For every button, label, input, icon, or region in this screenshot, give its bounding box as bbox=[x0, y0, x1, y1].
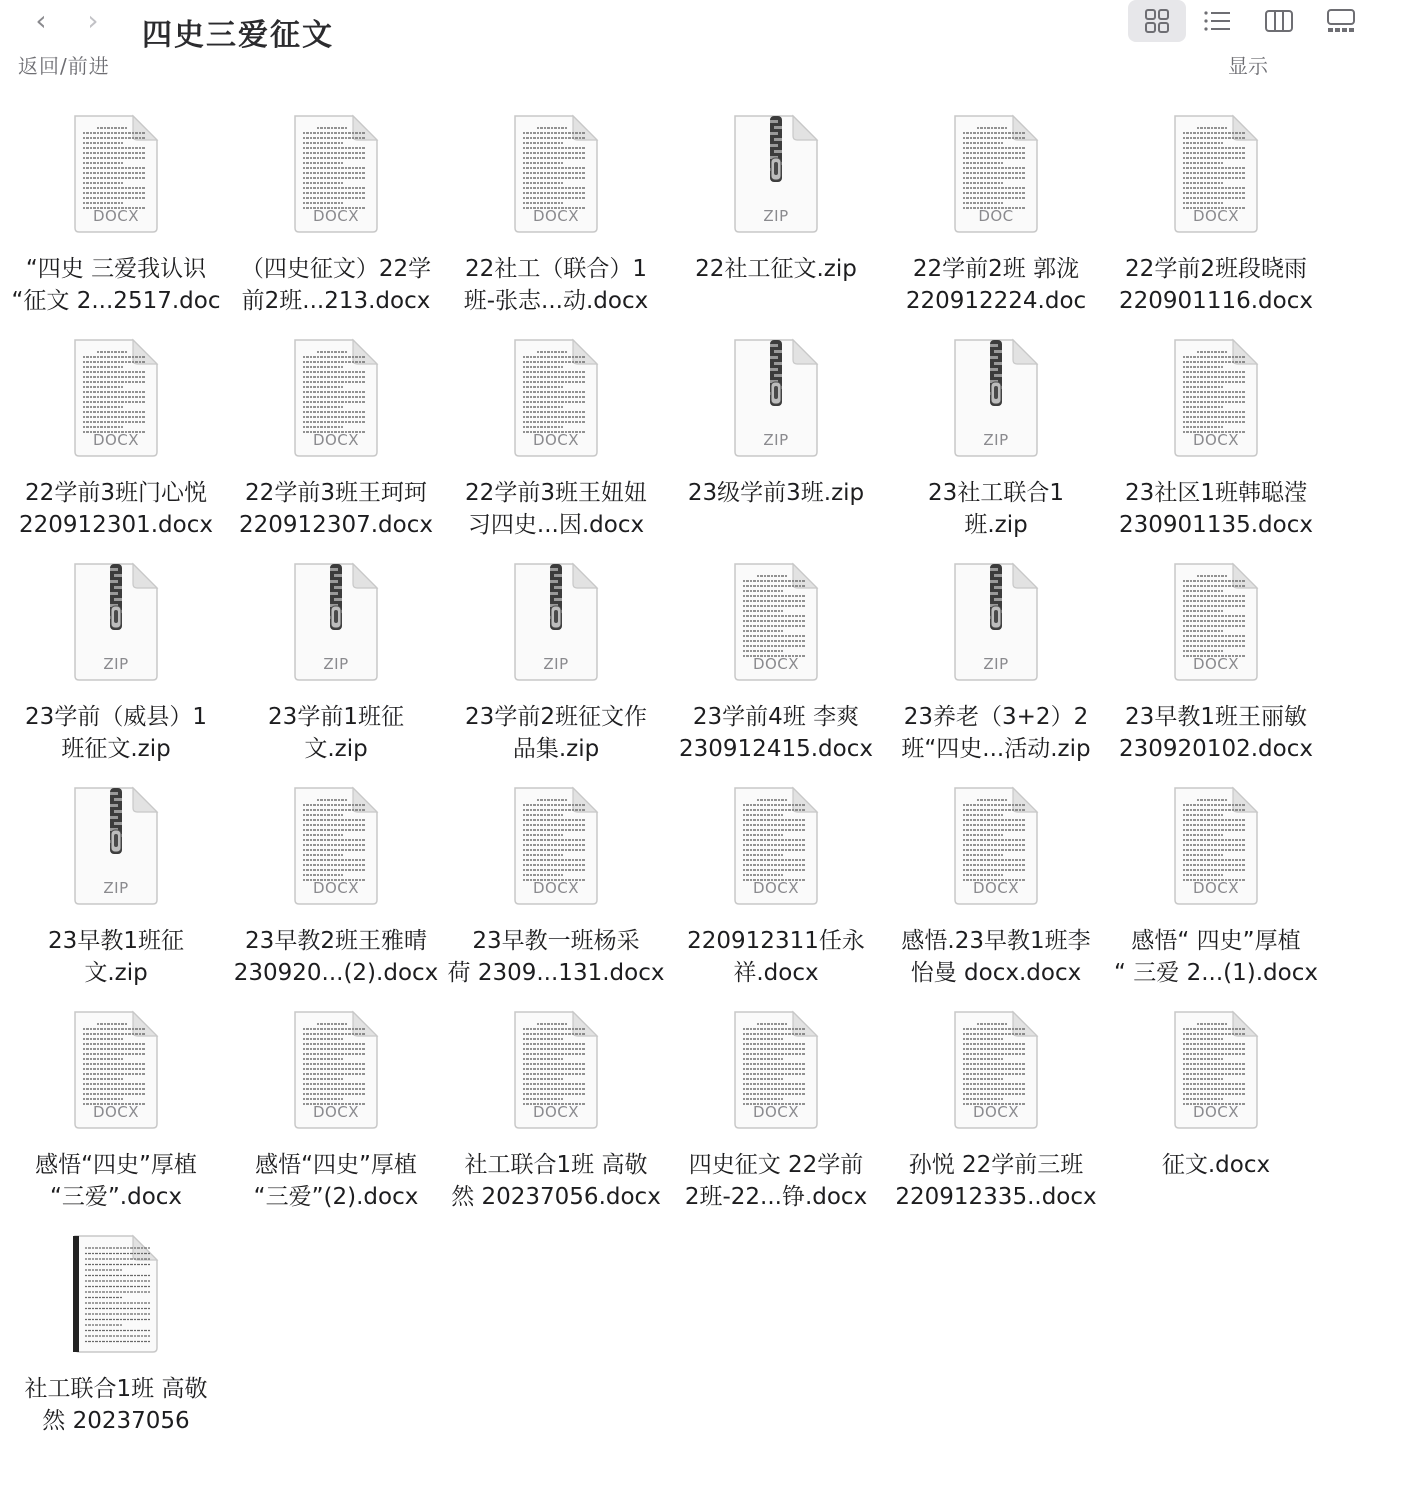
file-type-label: DOCX bbox=[312, 879, 360, 897]
document-file-icon bbox=[1171, 114, 1261, 234]
document-file-item[interactable] bbox=[226, 110, 446, 334]
document-file-item[interactable] bbox=[446, 334, 666, 558]
zip-file-item[interactable] bbox=[886, 334, 1106, 558]
zip-file-icon bbox=[951, 562, 1041, 682]
document-file-icon bbox=[71, 338, 161, 458]
file-type-label: DOCX bbox=[972, 1103, 1020, 1121]
document-file-icon bbox=[71, 114, 161, 234]
file-type-label: ZIP bbox=[983, 431, 1009, 449]
file-type-label: DOCX bbox=[1192, 655, 1240, 673]
file-name: 23学前1班征 文.zip bbox=[268, 704, 404, 762]
document-file-item[interactable] bbox=[226, 1006, 446, 1230]
file-name: 感悟“ 四史”厚植 “ 三爱 2...(1).docx bbox=[1114, 928, 1318, 986]
zip-file-item[interactable] bbox=[446, 558, 666, 782]
file-name: 23早教一班杨采 荷 2309...131.docx bbox=[447, 928, 665, 986]
document-file-item[interactable] bbox=[666, 1006, 886, 1230]
file-name: 社工联合1班 高敬 然 20237056 bbox=[24, 1376, 208, 1434]
forward-button[interactable] bbox=[78, 4, 108, 38]
document-file-item[interactable] bbox=[1106, 558, 1326, 782]
zip-file-item[interactable] bbox=[886, 558, 1106, 782]
columns-icon bbox=[1264, 7, 1294, 35]
file-name: 22学前3班门心悦 220912301.docx bbox=[19, 480, 213, 538]
gallery-view-button[interactable] bbox=[1312, 0, 1370, 42]
file-name: 22社工（联合）1 班-张志...动.docx bbox=[463, 256, 649, 314]
file-name: 社工联合1班 高敬 然 20237056.docx bbox=[451, 1152, 661, 1210]
document-file-icon bbox=[951, 114, 1041, 234]
file-type-label: DOCX bbox=[532, 879, 580, 897]
file-name: 22学前2班段晓雨 220901116.docx bbox=[1119, 256, 1313, 314]
document-file-item[interactable] bbox=[1106, 1006, 1326, 1230]
file-name: 23早教2班王雅晴 230920...(2).docx bbox=[233, 928, 439, 986]
document-file-icon bbox=[511, 786, 601, 906]
document-file-icon bbox=[511, 1010, 601, 1130]
list-view-button[interactable] bbox=[1188, 0, 1246, 42]
file-name: 22学前2班 郭泷 220912224.doc bbox=[905, 256, 1087, 314]
document-file-icon bbox=[731, 562, 821, 682]
document-file-icon bbox=[291, 1010, 381, 1130]
file-type-label: DOC bbox=[978, 207, 1014, 225]
file-name: 22学前3班王珂珂 220912307.docx bbox=[239, 480, 433, 538]
file-type-label: DOCX bbox=[92, 431, 140, 449]
document-file-item[interactable] bbox=[446, 1006, 666, 1230]
file-name: 23社区1班韩聪滢 230901135.docx bbox=[1119, 480, 1313, 538]
file-name: 感悟“四史”厚植 “三爱”(2).docx bbox=[253, 1152, 419, 1210]
file-type-label: DOCX bbox=[312, 1103, 360, 1121]
list-icon bbox=[1202, 7, 1232, 35]
gallery-icon bbox=[1326, 7, 1356, 35]
view-label: 显示 bbox=[1228, 54, 1268, 78]
file-type-label: ZIP bbox=[763, 207, 789, 225]
document-file-item[interactable] bbox=[446, 110, 666, 334]
column-view-button[interactable] bbox=[1250, 0, 1308, 42]
back-button[interactable] bbox=[26, 4, 56, 38]
document-file-icon bbox=[1171, 1010, 1261, 1130]
file-type-label: ZIP bbox=[763, 431, 789, 449]
document-file-icon bbox=[511, 338, 601, 458]
document-file-icon bbox=[511, 114, 601, 234]
document-file-icon bbox=[1171, 786, 1261, 906]
file-type-label: DOCX bbox=[1192, 431, 1240, 449]
file-type-label: DOCX bbox=[752, 655, 800, 673]
file-name: 22学前3班王妞妞 习四史...因.docx bbox=[465, 480, 647, 538]
file-type-label: DOCX bbox=[312, 207, 360, 225]
file-type-label: DOCX bbox=[1192, 207, 1240, 225]
file-name: 感悟“四史”厚植 “三爱”.docx bbox=[35, 1152, 197, 1210]
nav-label: 返回/前进 bbox=[18, 54, 110, 78]
file-type-label: ZIP bbox=[103, 655, 129, 673]
file-type-label: DOCX bbox=[312, 431, 360, 449]
file-name: 23学前2班征文作 品集.zip bbox=[465, 704, 647, 762]
document-file-item[interactable] bbox=[1106, 782, 1326, 1006]
document-file-item[interactable] bbox=[666, 558, 886, 782]
file-name: “四史 三爱我认识 “征文 2...2517.doc bbox=[11, 256, 221, 314]
zip-file-item[interactable] bbox=[666, 110, 886, 334]
window-title: 四史三爱征文 bbox=[142, 18, 334, 53]
document-file-item[interactable] bbox=[666, 782, 886, 1006]
document-file-item[interactable] bbox=[886, 1006, 1106, 1230]
zip-file-icon bbox=[731, 114, 821, 234]
zip-file-item[interactable] bbox=[226, 558, 446, 782]
toolbar bbox=[0, 0, 1420, 90]
zip-file-item[interactable] bbox=[6, 558, 226, 782]
document-file-item[interactable] bbox=[6, 1006, 226, 1230]
document-file-item[interactable] bbox=[886, 782, 1106, 1006]
file-name: 23社工联合1 班.zip bbox=[928, 480, 1064, 538]
file-name: 23学前4班 李爽 230912415.docx bbox=[679, 704, 873, 762]
document-file-icon bbox=[291, 338, 381, 458]
document-file-icon bbox=[951, 786, 1041, 906]
document-file-icon bbox=[291, 114, 381, 234]
icon-view-button[interactable] bbox=[1128, 0, 1186, 42]
document-file-item[interactable] bbox=[6, 110, 226, 334]
zip-file-icon bbox=[291, 562, 381, 682]
document-file-item[interactable] bbox=[226, 334, 446, 558]
document-file-icon bbox=[951, 1010, 1041, 1130]
document-file-item[interactable] bbox=[6, 1230, 226, 1454]
document-file-icon bbox=[1171, 562, 1261, 682]
file-name: 22社工征文.zip bbox=[695, 256, 857, 282]
file-name: 23学前（威县）1 班征文.zip bbox=[25, 704, 207, 762]
document-file-item[interactable] bbox=[6, 334, 226, 558]
document-file-icon bbox=[291, 786, 381, 906]
document-file-item[interactable] bbox=[226, 782, 446, 1006]
document-file-icon bbox=[731, 1010, 821, 1130]
file-type-label: ZIP bbox=[103, 879, 129, 897]
file-type-label: DOCX bbox=[1192, 879, 1240, 897]
zip-file-icon bbox=[511, 562, 601, 682]
file-type-label: DOCX bbox=[532, 1103, 580, 1121]
chevron-right-icon: › bbox=[87, 4, 99, 37]
zip-file-item[interactable] bbox=[6, 782, 226, 1006]
document-file-icon bbox=[1171, 338, 1261, 458]
file-type-label: DOCX bbox=[92, 207, 140, 225]
view-switcher bbox=[1128, 0, 1368, 44]
file-name: 23养老（3+2）2 班“四史...活动.zip bbox=[901, 704, 1091, 762]
zip-file-icon bbox=[71, 562, 161, 682]
file-type-label: ZIP bbox=[543, 655, 569, 673]
file-type-label: DOCX bbox=[752, 1103, 800, 1121]
file-type-label: DOCX bbox=[92, 1103, 140, 1121]
document-file-item[interactable] bbox=[886, 110, 1106, 334]
file-name: 感悟.23早教1班李 怡曼 docx.docx bbox=[901, 928, 1091, 986]
file-type-label: DOCX bbox=[532, 207, 580, 225]
zip-file-icon bbox=[951, 338, 1041, 458]
file-name: 23早教1班征 文.zip bbox=[48, 928, 184, 986]
file-name: 220912311任永 祥.docx bbox=[687, 928, 865, 986]
document-file-icon bbox=[71, 1234, 161, 1354]
file-name: 四史征文 22学前 2班-22...铮.docx bbox=[684, 1152, 868, 1210]
document-file-item[interactable] bbox=[1106, 334, 1326, 558]
file-name: 征文.docx bbox=[1161, 1152, 1271, 1178]
file-type-label: DOCX bbox=[532, 431, 580, 449]
document-file-item[interactable] bbox=[446, 782, 666, 1006]
document-file-icon bbox=[71, 1010, 161, 1130]
document-file-item[interactable] bbox=[1106, 110, 1326, 334]
file-name: （四史征文）22学 前2班...213.docx bbox=[240, 256, 432, 314]
document-file-icon bbox=[731, 786, 821, 906]
zip-file-item[interactable] bbox=[666, 334, 886, 558]
file-type-label: DOCX bbox=[1192, 1103, 1240, 1121]
file-name: 孙悦 22学前三班 220912335..docx bbox=[895, 1152, 1097, 1210]
zip-file-icon bbox=[71, 786, 161, 906]
file-name: 23级学前3班.zip bbox=[687, 480, 865, 506]
file-type-label: ZIP bbox=[983, 655, 1009, 673]
zip-file-icon bbox=[731, 338, 821, 458]
grid-icon bbox=[1142, 7, 1172, 35]
file-name: 23早教1班王丽敏 230920102.docx bbox=[1119, 704, 1313, 762]
file-type-label: DOCX bbox=[972, 879, 1020, 897]
chevron-left-icon: ‹ bbox=[35, 4, 47, 37]
file-type-label: ZIP bbox=[323, 655, 349, 673]
file-type-label: DOCX bbox=[752, 879, 800, 897]
